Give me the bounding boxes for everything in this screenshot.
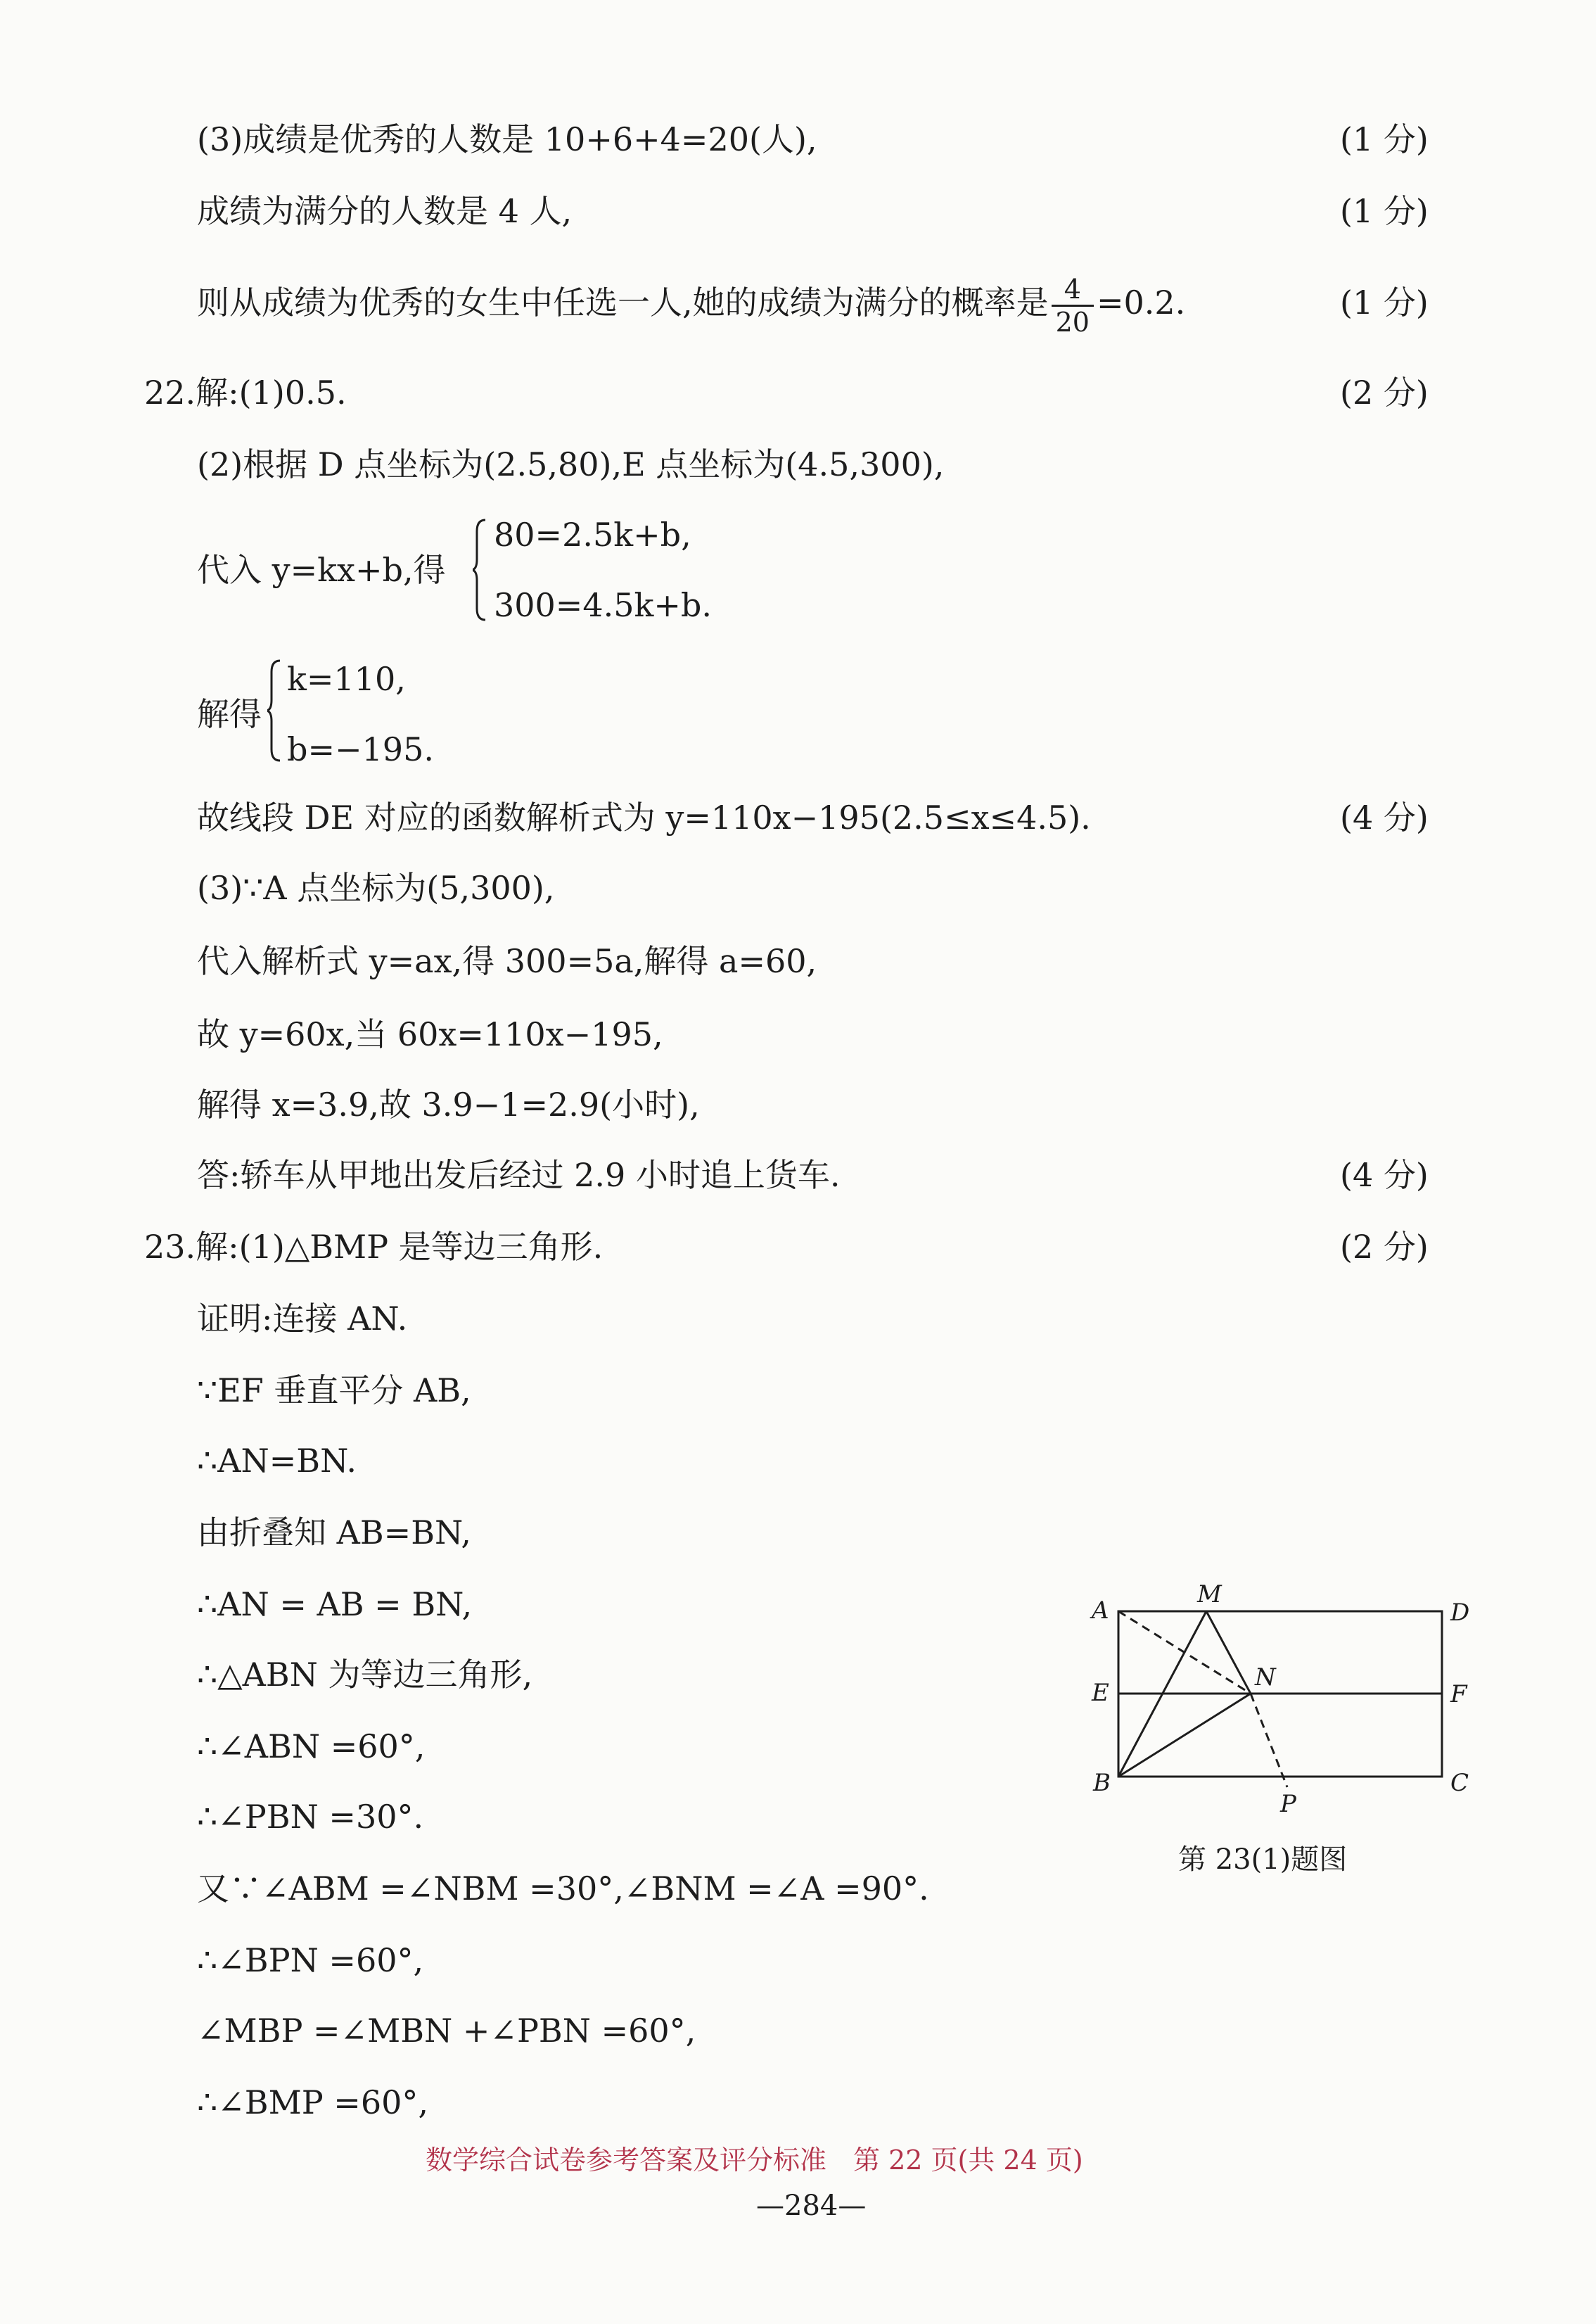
fraction-denominator: 20	[1055, 306, 1090, 338]
text-line: ∴∠PBN =30°.	[197, 1798, 424, 1836]
label-c: C	[1450, 1769, 1469, 1797]
page-footer: 数学综合试卷参考答案及评分标准 第 22 页(共 24 页)	[426, 2145, 1083, 2176]
text-line: 故 y=60x,当 60x=110x−195,	[197, 1015, 663, 1053]
equation-line: 80=2.5k+b,	[494, 516, 691, 554]
text-line: (3)∵A 点坐标为(5,300),	[197, 869, 555, 907]
text-line: ∴△ABN 为等边三角形,	[197, 1656, 533, 1694]
label-p: P	[1280, 1790, 1296, 1818]
label-n: N	[1255, 1663, 1276, 1691]
text-line: (3)成绩是优秀的人数是 10+6+4=20(人),	[197, 120, 817, 158]
score-label: (4 分)	[1340, 799, 1429, 837]
question-heading: 23.解:(1)△BMP 是等边三角形.	[144, 1228, 604, 1266]
text-segment: =0.2.	[1096, 284, 1186, 322]
fraction	[1052, 274, 1094, 338]
page-number: —284—	[756, 2190, 867, 2222]
text-line: 代入解析式 y=ax,得 300=5a,解得 a=60,	[197, 942, 817, 980]
text-line: 解得	[197, 695, 262, 733]
left-brace	[267, 658, 280, 763]
score-label: (1 分)	[1340, 284, 1429, 322]
label-f: F	[1450, 1680, 1467, 1708]
fraction-numerator: 4	[1052, 274, 1094, 307]
label-d: D	[1450, 1599, 1470, 1627]
probability-line	[197, 267, 1185, 338]
text-line: ∴∠BMP =60°,	[197, 2083, 428, 2121]
text-line: ∴∠BPN =60°,	[197, 1941, 424, 1979]
text-line: ∵EF 垂直平分 AB,	[197, 1371, 471, 1409]
segment-np	[1251, 1694, 1287, 1787]
text-line: ∴AN = AB = BN,	[197, 1585, 473, 1623]
label-m: M	[1197, 1580, 1222, 1608]
label-e: E	[1092, 1679, 1109, 1707]
label-b: B	[1093, 1769, 1111, 1797]
equation-line: b=−195.	[287, 730, 434, 768]
equation-line: 300=4.5k+b.	[494, 586, 712, 624]
figure-caption: 第 23(1)题图	[1178, 1843, 1348, 1876]
text-line: 证明:连接 AN.	[197, 1300, 408, 1338]
text-line: ∴AN=BN.	[197, 1442, 357, 1480]
segment-mn	[1206, 1611, 1251, 1694]
geometry-figure	[1076, 1580, 1470, 1833]
text-line: 故线段 DE 对应的函数解析式为 y=110x−195(2.5≤x≤4.5).	[197, 799, 1091, 837]
text-line: 解得 x=3.9,故 3.9−1=2.9(小时),	[197, 1086, 700, 1124]
text-line: 代入 y=kx+b,得	[197, 551, 446, 589]
text-line: 由折叠知 AB=BN,	[197, 1513, 471, 1551]
text-line: ∠MBP =∠MBN +∠PBN =60°,	[197, 2012, 696, 2050]
score-label: (2 分)	[1340, 374, 1429, 412]
score-label: (1 分)	[1340, 192, 1429, 230]
score-label: (4 分)	[1340, 1156, 1429, 1194]
score-label: (2 分)	[1340, 1228, 1429, 1266]
text-line: 成绩为满分的人数是 4 人,	[197, 192, 573, 230]
segment-bn	[1118, 1694, 1251, 1777]
left-brace	[473, 517, 485, 623]
text-line: 答:轿车从甲地出发后经过 2.9 小时追上货车.	[197, 1156, 841, 1194]
equation-line: k=110,	[287, 660, 406, 698]
text-line: ∴∠ABN =60°,	[197, 1727, 426, 1765]
question-heading: 22.解:(1)0.5.	[144, 374, 347, 412]
segment-an	[1118, 1611, 1251, 1694]
label-a: A	[1092, 1596, 1109, 1625]
text-line: (2)根据 D 点坐标为(2.5,80),E 点坐标为(4.5,300),	[197, 445, 945, 483]
text-segment: 则从成绩为优秀的女生中任选一人,她的成绩为满分的概率是	[197, 284, 1049, 322]
score-label: (1 分)	[1340, 120, 1429, 158]
text-line: 又∵∠ABM =∠NBM =30°,∠BNM =∠A =90°.	[197, 1869, 929, 1907]
